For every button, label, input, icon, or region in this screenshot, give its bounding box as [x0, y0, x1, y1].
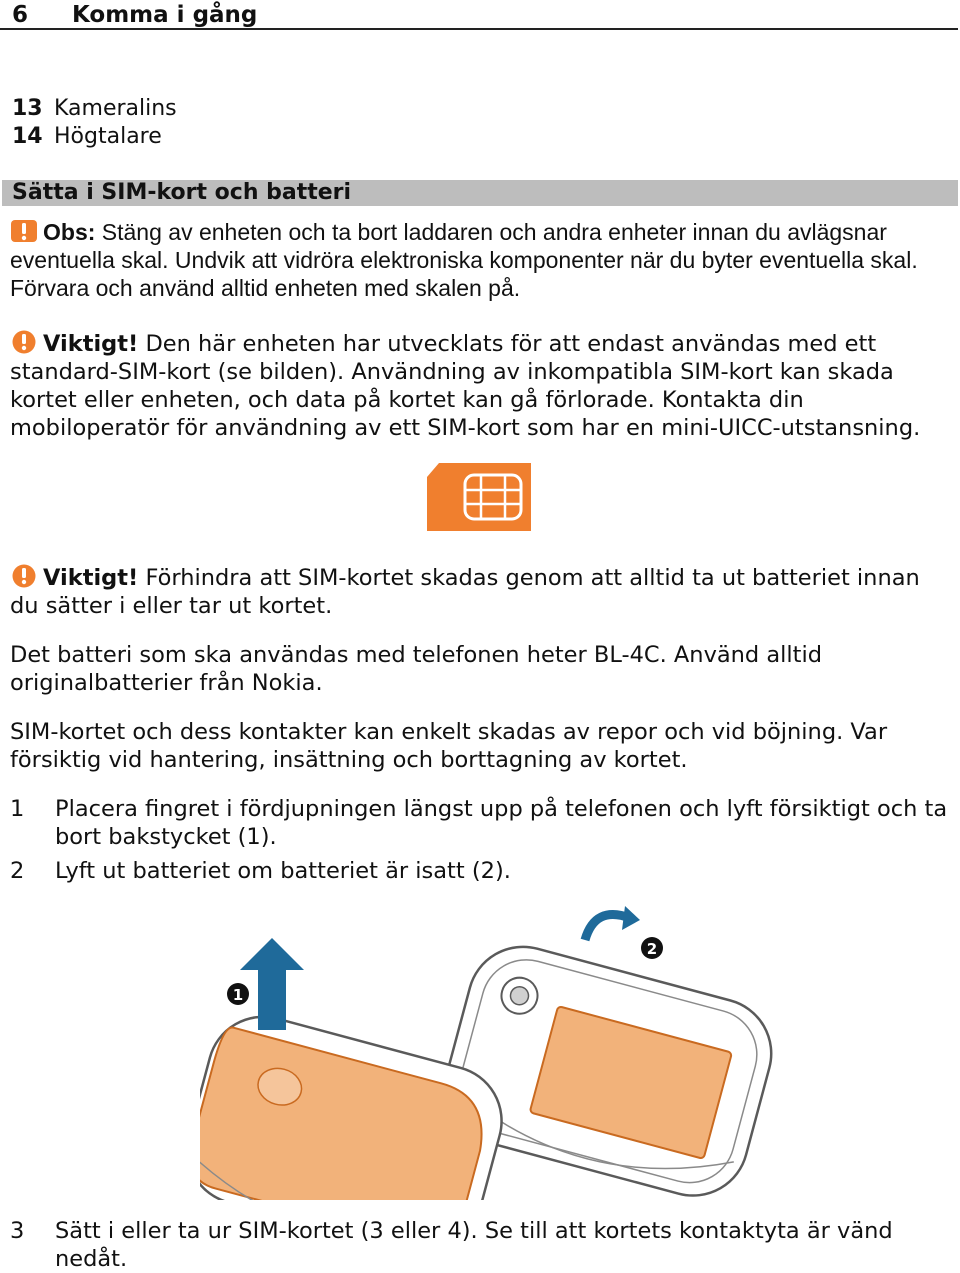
- sim-card-illustration: [425, 463, 535, 533]
- list-item-label: Kameralins: [54, 96, 177, 121]
- header-divider: [0, 28, 958, 30]
- important-text: Förhindra att SIM-kortet skadas genom att alltid ta ut batteriet innan du sätter i eller tar ut kortet.: [10, 565, 920, 619]
- step-item: [10, 795, 955, 851]
- step-text: Sätt i eller ta ur SIM-kortet (3 eller 4). Se till att kortets kontaktyta är vänd nedåt.: [55, 1218, 893, 1272]
- important-paragraph: [10, 330, 955, 442]
- battery-paragraph: Det batteri som ska användas med telefonen heter BL-4C. Använd alltid originalbatterier från Nokia.: [10, 642, 823, 696]
- note-text: Stäng av enheten och ta bort laddaren och andra enheter innan du avlägsnar eventuella skal. Undvik att vidröra elektroniska komponenter när du byter eventuella skal. Förvara och använd alltid enheten med skalen på.: [10, 219, 918, 301]
- warning-icon: [10, 564, 38, 588]
- phone-illustration: [200, 900, 800, 1200]
- list-item-label: Högtalare: [54, 124, 162, 149]
- important-text: Den här enheten har utvecklats för att endast användas med ett standard-SIM-kort (se bilden). Användning av inkompatibla SIM-kort kan skada kortet eller enheten, och data på kortet kan gå förlorade. Kontakta din mobiloperatör för användning av ett SIM-kort som har en mini-UICC-utstansning.: [10, 331, 921, 441]
- list-item: [12, 96, 177, 121]
- warning-icon: [10, 330, 38, 354]
- step-text: Placera fingret i fördjupningen längst upp på telefonen och lyft försiktigt och ta bort bakstycket (1).: [55, 796, 948, 850]
- note-paragraph: [10, 218, 955, 302]
- step-number: 1: [10, 796, 25, 822]
- step-item: [10, 857, 955, 885]
- important-label: Viktigt!: [43, 565, 139, 591]
- list-item-number: 13: [12, 96, 43, 121]
- important-label: Viktigt!: [43, 331, 139, 357]
- sim-care-paragraph: SIM-kortet och dess kontakter kan enkelt skadas av repor och vid böjning. Var försiktig vid hantering, insättning och borttagning av kortet.: [10, 719, 888, 773]
- section-title: Sätta i SIM-kort och batteri: [12, 180, 352, 205]
- step-item: [10, 1217, 955, 1273]
- arrow-head-icon: [622, 906, 640, 930]
- page-number: 6: [12, 2, 29, 28]
- warning-icon: [10, 219, 38, 243]
- step-number: 3: [10, 1218, 25, 1244]
- chapter-title: Komma i gång: [72, 2, 258, 28]
- important-paragraph: [10, 564, 955, 620]
- lift-arrow-icon: [240, 938, 304, 1030]
- note-label: Obs:: [43, 219, 96, 245]
- step-text: Lyft ut batteriet om batteriet är isatt (2).: [55, 858, 511, 884]
- step-number: 2: [10, 858, 25, 884]
- callout-1-label: 1: [232, 986, 244, 1004]
- list-item-number: 14: [12, 124, 43, 149]
- callout-2-label: 2: [646, 940, 658, 958]
- list-item: [12, 124, 162, 149]
